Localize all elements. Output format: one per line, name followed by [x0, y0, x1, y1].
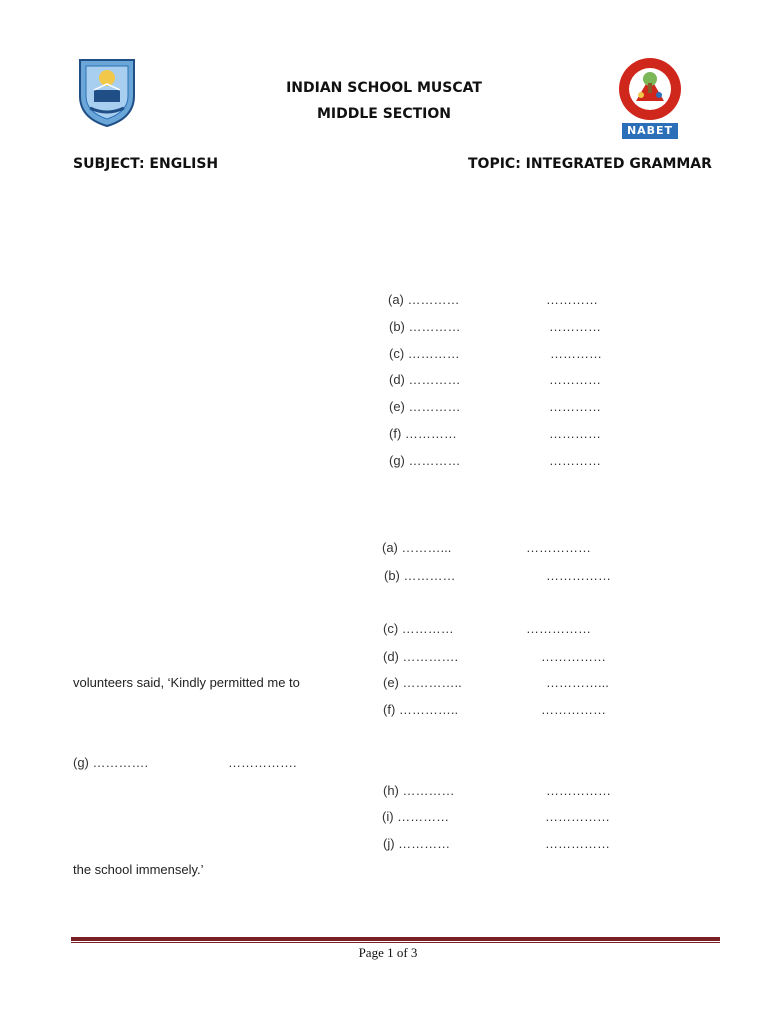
answer-label: (j) …………	[383, 836, 451, 851]
answer-label: (b) …………	[389, 319, 461, 334]
answer-blank: ……………	[526, 540, 591, 555]
answer-blank: …………	[549, 319, 601, 334]
answer-blank: …………	[549, 453, 601, 468]
nabet-logo-text: NABET	[626, 124, 674, 137]
answer-label: (f) …………..	[383, 702, 459, 717]
footer-rule-thin	[71, 942, 720, 943]
answer-blank: …………	[549, 426, 601, 441]
answer-blank: ……………	[541, 702, 606, 717]
page-number: Page 1 of 3	[358, 945, 418, 960]
answer-blank: …………...	[546, 675, 609, 690]
school-name: INDIAN SCHOOL MUSCAT	[286, 80, 482, 96]
nabet-logo	[614, 57, 686, 141]
answer-label: (e) …………	[389, 399, 461, 414]
answer-label: (d) ………….	[383, 649, 459, 664]
answer-blank: ……………	[545, 836, 610, 851]
answer-label: (c) …………	[389, 346, 460, 361]
answer-blank: …………	[549, 372, 601, 387]
answer-label: (b) …………	[384, 568, 456, 583]
section-name: MIDDLE SECTION	[316, 106, 452, 122]
answer-blank: ……………	[545, 809, 610, 824]
passage-line: the school immensely.’	[73, 862, 204, 877]
footer-rule	[71, 937, 720, 941]
topic-label: TOPIC: INTEGRATED GRAMMAR	[468, 156, 712, 172]
answer-blank: …………….	[228, 755, 297, 770]
answer-label: (a) …………	[388, 292, 460, 307]
answer-blank: ……………	[541, 649, 606, 664]
answer-label: (d) …………	[389, 372, 461, 387]
passage-line: volunteers said, ‘Kindly permitted me to	[73, 675, 300, 690]
answer-label: (g) …………	[389, 453, 461, 468]
answer-label: (f) …………	[389, 426, 457, 441]
answer-blank: ……………	[526, 621, 591, 636]
answer-label: (a) ………...	[382, 540, 452, 555]
answer-label: (c) …………	[383, 621, 454, 636]
answer-blank: …………	[546, 292, 598, 307]
answer-blank: …………	[549, 399, 601, 414]
answer-label: (i) …………	[382, 809, 450, 824]
answer-label: (g) ………….	[73, 755, 149, 770]
subject-label: SUBJECT: ENGLISH	[73, 156, 219, 172]
answer-blank: ……………	[546, 783, 611, 798]
answer-label: (h) …………	[383, 783, 455, 798]
answer-blank: …………	[550, 346, 602, 361]
answer-blank: ……………	[546, 568, 611, 583]
answer-label: (e) …………..	[383, 675, 462, 690]
